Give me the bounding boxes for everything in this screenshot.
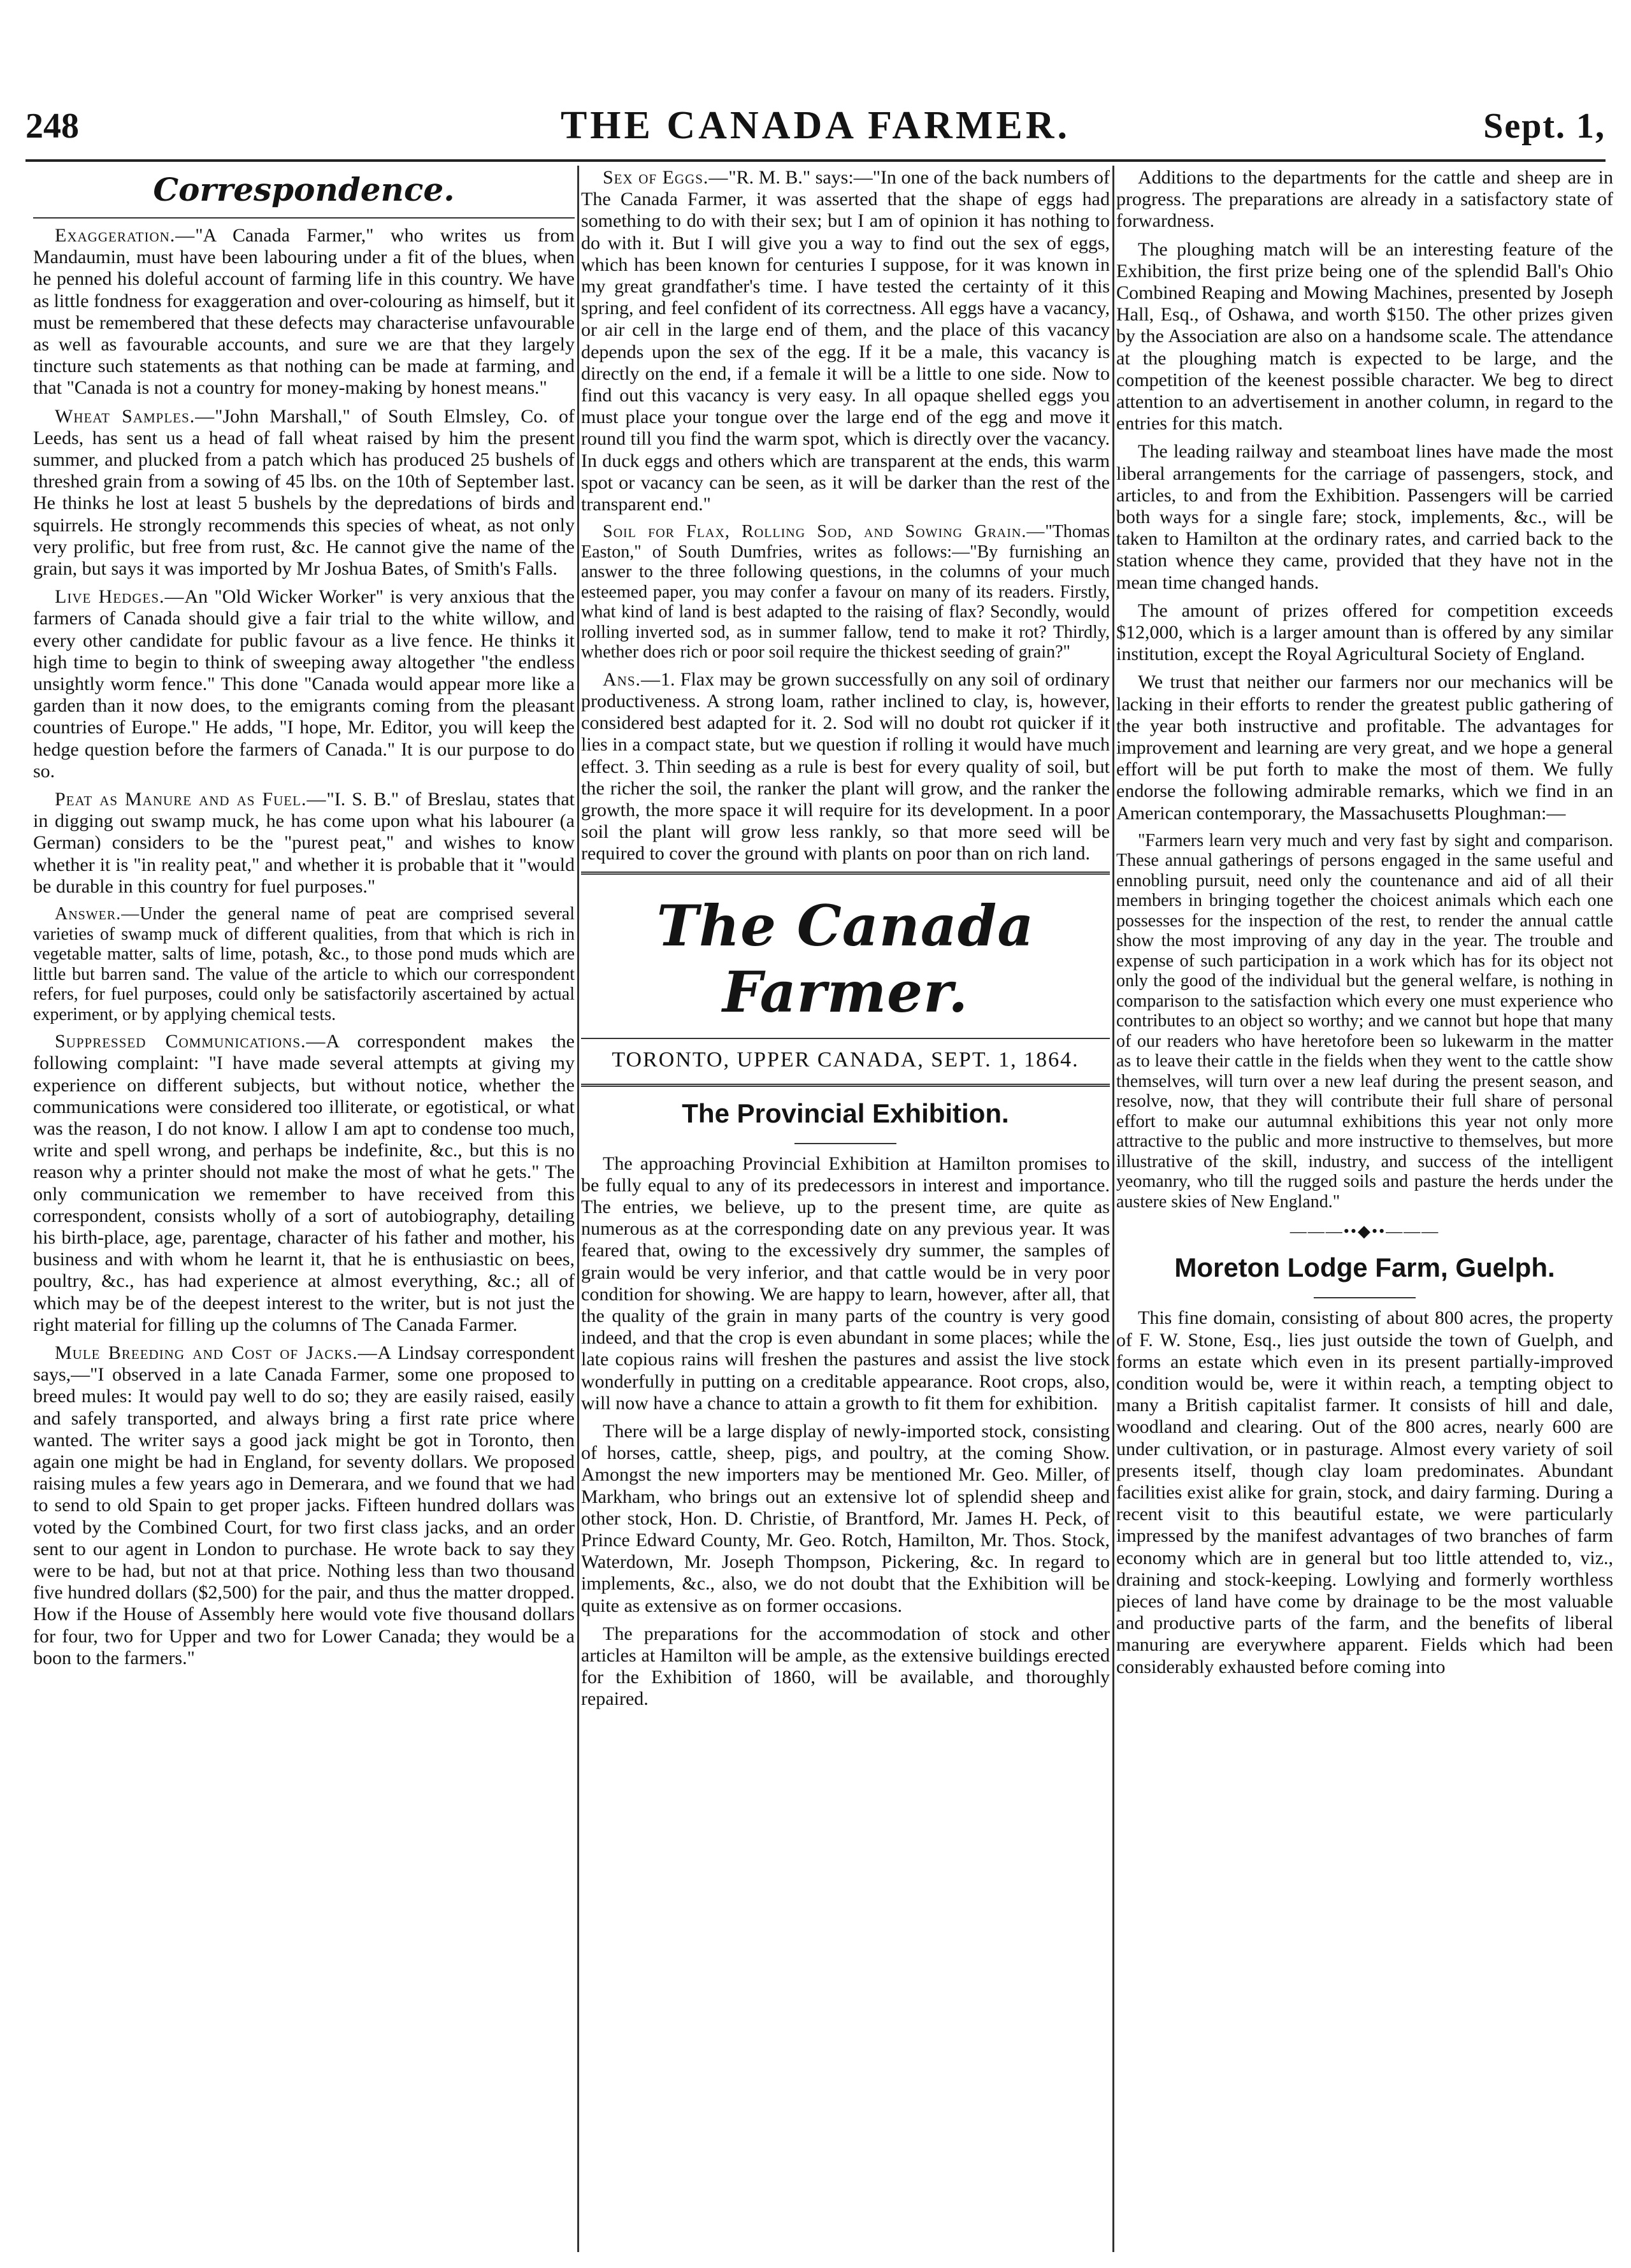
heading-rule: [1314, 1297, 1416, 1298]
query-items: [581, 167, 1110, 865]
moreton-heading: Moreton Lodge Farm, Guelph.: [1174, 1252, 1555, 1283]
paragraph-lead: Live Hedges.—: [55, 586, 185, 608]
paragraph-lead: Soil for Flax, Rolling Sod, and Sowing Grain.—: [603, 522, 1045, 542]
exhibition-article: [581, 1153, 1110, 1711]
paragraph-text: A correspondent makes the following complaint: "I have made several attempts at giving my experience on different subjects, but without notice, whether the communications were considered too illiterate, or egotistical, or what was the reason, I do not know. I allow I am apt to condense too much, write and spell wrong, and perhaps be indefinite, &c., but this is no reason why a printer should not make the most of what he gets." The only communication we remember to have received from this correspondent, consists wholly of a sort of autobiography, detailing his birth-place, age, parentage, character of his father and mother, his business and with whom he learnt it, that he is enthusiastic on bees, poultry, &c., has had experience at almost everything, &c.; all of which may be of the deepest interest to the writer, but is not just the right material for filling up the columns of The Canada Farmer.: [33, 1031, 575, 1335]
paragraph: The leading railway and steamboat lines have made the most liberal arrangements for the carriage of passengers, stock, and articles, to and from the Exhibition. Passengers will be carried both ways for a single fare; stock, implements, &c., will be taken to Hamilton at the ordinary rates, and carried back to the station whence they came, provided that they have not in the mean time changed hands.: [1116, 441, 1613, 593]
paragraph: The amount of prizes offered for competition exceeds $12,000, which is a larger amount than is offered by any similar institution, except the Royal Agricultural Society of England.: [1116, 599, 1613, 665]
paragraph-text: Under the general name of peat are comprised several varieties of swamp muck of different qualities, from that which is rich in vegetable matter, salts of lime, potash, &c., to those pond muds which are little but barren sand. The value of the article to which our correspondent refers, for fuel purposes, could only be satisfactorily ascertained by actual experiment, or by applying chemical tests.: [33, 904, 575, 1024]
paragraph: The ploughing match will be an interesting feature of the Exhibition, the first prize being one of the splendid Ball's Ohio Combined Reaping and Mowing Machines, presented by Joseph Hall, Esq., of Oshawa, and worth $150. The other prizes given by the Association are also on a handsome scale. The attendance at the ploughing match is expected to be large, and the competition of the keenest possible character. We beg to direct attention to an advertisement in another column, in regard to the entries for this match.: [1116, 238, 1613, 434]
paragraph-text: "I. S. B." of Breslau, states that in digging out swamp muck, he has come upon what his labourer (a German) considers to be the "purest peat," and wishes to know whether it is "in reality peat," and whether it is probable that it "would be durable in this country for fuel purposes.": [33, 789, 575, 897]
paragraph-lead: Peat as Manure and as Fuel.—: [55, 789, 327, 810]
section-rule: [33, 217, 575, 219]
paragraph: [33, 789, 575, 898]
column-3: [1116, 167, 1613, 2252]
paragraph: [33, 904, 575, 1024]
paragraph: There will be a large display of newly-imported stock, consisting of horses, cattle, sheep, pigs, and poultry, at the coming Show. Amongst the new importers may be mentioned Mr. Geo. Miller, of Markham, who brings out an extensive lot of splendid sheep and other stock, Hon. D. Christie, of Brantford, Mr. James H. Peck, of Prince Edward County, Mr. Geo. Rotch, Hamilton, Mr. Thos. Stock, Waterdown, Mr. Joseph Thompson, Pickering, &c. In regard to implements, &c., also, we do not doubt that the Exhibition will be quite as extensive as on former occasions.: [581, 1421, 1110, 1616]
heading-rule: [794, 1143, 896, 1144]
paragraph-text: 1. Flax may be grown successfully on any soil of ordinary productiveness. A strong loam, rather inclined to clay, is, however, considered best adapted for it. 2. Sod will no doubt rot quicker if it lies in a compact state, but we question if rolling it would have much effect. 3. Thin seeding as a rule is best for every quality of soil, but the richer the soil, the ranker the plant will grow, and the ranker the growth, the more space it will require for its development. In a poor soil the plant will grow less rankly, so that more seed will be required to cover the ground with plants on poor than on rich land.: [581, 668, 1110, 865]
page-header: [25, 96, 1606, 153]
column-divider: [1112, 166, 1114, 2252]
masthead-rule: [581, 872, 1110, 875]
paragraph-text: An "Old Wicker Worker" is very anxious that the farmers of Canada should give a fair trial to the white willow, and every other candidate for public favour as a live fence. He thinks it high time to begin to think of sweeping away altogether "the endless unsightly worm fence." This done "Canada would appear more like a garden than it now does, to the emigrants coming from the pleasant countries of Europe." He adds, "I hope, Mr. Editor, you will keep the hedge question before the farmers of Canada." It is our purpose to do so.: [33, 586, 575, 782]
correspondence-items: [33, 225, 575, 1669]
header-rule: [25, 159, 1606, 162]
paragraph-text: A Lindsay correspondent says,—"I observed in a late Canada Farmer, some one proposed to breed mules: It would pay well to do so; they are easily raised, easily and safely transported, and always bring a first rate price where wanted. The writer says a good jack might be got in Toronto, then again one might be had in England, for seventy dollars. We proposed raising mules a few years ago in Demerara, and we found that we had to send to old Spain to get proper jacks. Fifteen hundred dollars was voted by the Combined Court, for two first class jacks, and an order sent to our agent in London to purchase. He wrote back to say they were to be had, but not at that price. Nothing less than two thousand five hundred dollars ($2,500) for the pair, and thus the matter dropped. How if the House of Assembly here would vote five thousand dollars for four, two for Upper and two for Lower Canada; they would be a boon to the farmers.": [33, 1342, 575, 1669]
paragraph: This fine domain, consisting of about 800 acres, the property of F. W. Stone, Esq., lies just outside the town of Guelph, and forms an estate which even in its present partially-improved condition would be, were it within reach, a tempting object to many a British capitalist farmer. It consists of hill and dale, woodland and clearing. Out of the 800 acres, nearly 600 are under cultivation, or in pasturage. Almost every variety of soil presents itself, though clay loam predominates. Abundant facilities exist alike for grain, stock, and dairy farming. During a recent visit to this beautiful estate, we were particularly impressed by the manifest advantages of two branches of farm economy which are in general but too little attended to, viz., draining and stock-keeping. Lowlying and formerly worthless pieces of land have come by drainage to be the most valuable and productive parts of the farm, and the benefits of liberal manuring are everywhere apparent. Fields which had been considerably exhausted before coming into: [1116, 1307, 1613, 1677]
exhibition-heading: The Provincial Exhibition.: [682, 1098, 1009, 1128]
paragraph: [33, 225, 575, 399]
paragraph-text: "John Marshall," of South Elmsley, Co. of Leeds, has sent us a head of fall wheat raised by him the present summer, and plucked from a patch which has produced 25 bushels of threshed grain from a sowing of 45 lbs. on the 10th of September last. He thinks he lost at least 5 bushels by the depredations of birds and squirrels. He strongly recommends this species of wheat, as not only very prolific, but free from rust, &c. He cannot give the name of the grain, but says it was imported by Mr Joshua Bates, of Smith's Falls.: [33, 405, 575, 580]
moreton-article: [1116, 1307, 1613, 1677]
paragraph-lead: Ans.—: [603, 668, 661, 690]
paragraph: [581, 167, 1110, 515]
paragraph: We trust that neither our farmers nor our mechanics will be lacking in their efforts to render the greatest public gathering of the year both instructive and profitable. The advantages for improvement and learning are very great, and we hope a general effort will be put forth to make the most of them. We fully endorse the following admirable remarks, which we find in an American contemporary, the Massachusetts Ploughman:—: [1116, 671, 1613, 824]
paragraph-lead: Mule Breeding and Cost of Jacks.—: [55, 1342, 378, 1363]
ornament-divider: ———••◆••———: [1290, 1222, 1440, 1241]
issue-date: Sept. 1,: [1483, 106, 1606, 146]
paragraph: "Farmers learn very much and very fast by sight and comparison. These annual gatherings of persons engaged in the same useful and ennobling pursuit, need only the countenance and aid of all their members in bringing together the choicest animals which each one possesses for the inspection of the rest, to render the annual cattle show the most improving of any day in the year. The trouble and expense of such participation in a work which has for its object not only the good of the individual but the general welfare, is nothing in comparison to the satisfaction which every one must experience who contributes to an object so worthy; and we cannot but hope that many of our readers who have heretofore been so lukewarm in the matter as to leave their cattle in the fields when they went to the cattle show themselves, will turn over a new leaf during the present season, and resolve, now, that they will contribute their full share of personal effort to make our autumnal exhibitions this year not only more attractive to the public and more instructive to themselves, but more illustrative of the skill, industry, and success of the intelligent yeomanry, who till the rugged soils and pasture the herds under the austere skies of New England.": [1116, 830, 1613, 1212]
column-1: [33, 167, 575, 2252]
paragraph-lead: Wheat Samples.—: [55, 405, 215, 427]
correspondence-heading: Correspondence.: [153, 171, 455, 208]
dateline: TORONTO, UPPER CANADA, SEPT. 1, 1864.: [612, 1047, 1079, 1072]
newspaper-title: THE CANADA FARMER.: [560, 104, 1071, 147]
column-2: [581, 167, 1110, 2252]
paragraph: Additions to the departments for the cattle and sheep are in progress. The preparations are already in a satisfactory state of forwardness.: [1116, 167, 1613, 232]
paragraph-text: "A Canada Farmer," who writes us from Mandaumin, must have been labouring under a fit of the blues, when he penned his doleful account of farming life in this country. We have as little fondness for exaggeration and over-colouring as himself, but it must be remembered that these defects may characterise unfavourable as well as favourable accounts, and sure we are that they largely tincture such statements as that nothing can be made at farming, and that "Canada is not a country for money-making by honest means.": [33, 225, 575, 399]
paragraph: [581, 669, 1110, 865]
page-number: 248: [25, 106, 79, 146]
paragraph-lead: Answer.—: [55, 904, 140, 924]
paragraph-lead: Exaggeration.—: [55, 225, 196, 246]
paragraph-text: "R. M. B." says:—"In one of the back numbers of The Canada Farmer, it was asserted that the shape of eggs had something to do with their sex; but I am of opinion it has nothing to do with it. But I will give you a way to find out the sex of eggs, which has been known for centuries I suppose, for it was known in my great grandfather's time. I have tested the certainty of it this spring, and feel confident of its correctness. All eggs have a vacancy, or air cell in the large end of them, and the place of this vacancy depends upon the sex of the egg. If it be a male, this vacancy is directly on the end, if a female it will be a little to one side. Now to find out this vacancy is very easy. In all opaque shelled eggs you must place your tongue over the large end of the egg and move it round till you find the warm spot, which is directly over the vacancy. In duck eggs and others which are transparent at the ends, this warm spot or vacancy can be seen, as it will be darker than the rest of the transparent end.": [581, 167, 1110, 515]
paragraph-lead: Sex of Eggs.—: [603, 167, 729, 188]
paragraph: [33, 1342, 575, 1669]
paragraph: [581, 522, 1110, 663]
column-divider: [577, 166, 579, 2252]
exhibition-article-continued: [1116, 167, 1613, 824]
paragraph: [33, 586, 575, 782]
quoted-remarks: [1116, 831, 1613, 1212]
section-rule: [581, 1084, 1110, 1087]
paragraph: The approaching Provincial Exhibition at Hamilton promises to be fully equal to any of its predecessors in interest and importance. The entries, we believe, up to the present time, are quite as numerous as at the corresponding date on any previous year. It was feared that, owing to the excessively dry summer, the samples of grain would be very inferior, and that cattle would be in very poor condition for showing. We are happy to learn, however, after all, that the quality of the grain in many parts of the country is very good indeed, and that the crop is even abundant in some places; while the late copious rains will freshen the pastures and assist the live stock wonderfully in putting on a creditable appearance. Root crops, also, will now have a chance to attain a growth to fit them for exhibition.: [581, 1152, 1110, 1414]
paragraph-lead: Suppressed Communications.—: [55, 1031, 326, 1052]
paragraph-text: "Thomas Easton," of South Dumfries, writes as follows:—"By furnishing an answer to the three following questions, in the columns of your much esteemed paper, you may confer a favour on many of its readers. Firstly, what kind of land is best adapted to the raising of flax? Secondly, would rolling inverted sod, as in summer fallow, tend to make it rot? Thirdly, whether does rich or poor soil require the thickest seeding of grain?": [581, 522, 1110, 663]
paragraph: [33, 1031, 575, 1336]
paragraph: The preparations for the accommodation of stock and other articles at Hamilton will be ample, as the extensive buildings erected for the Exhibition of 1860, will be available, and thoroughly repaired.: [581, 1623, 1110, 1710]
dateline-rule: [581, 1038, 1110, 1039]
masthead: The Canada Farmer.: [656, 892, 1035, 1025]
paragraph: [33, 406, 575, 580]
